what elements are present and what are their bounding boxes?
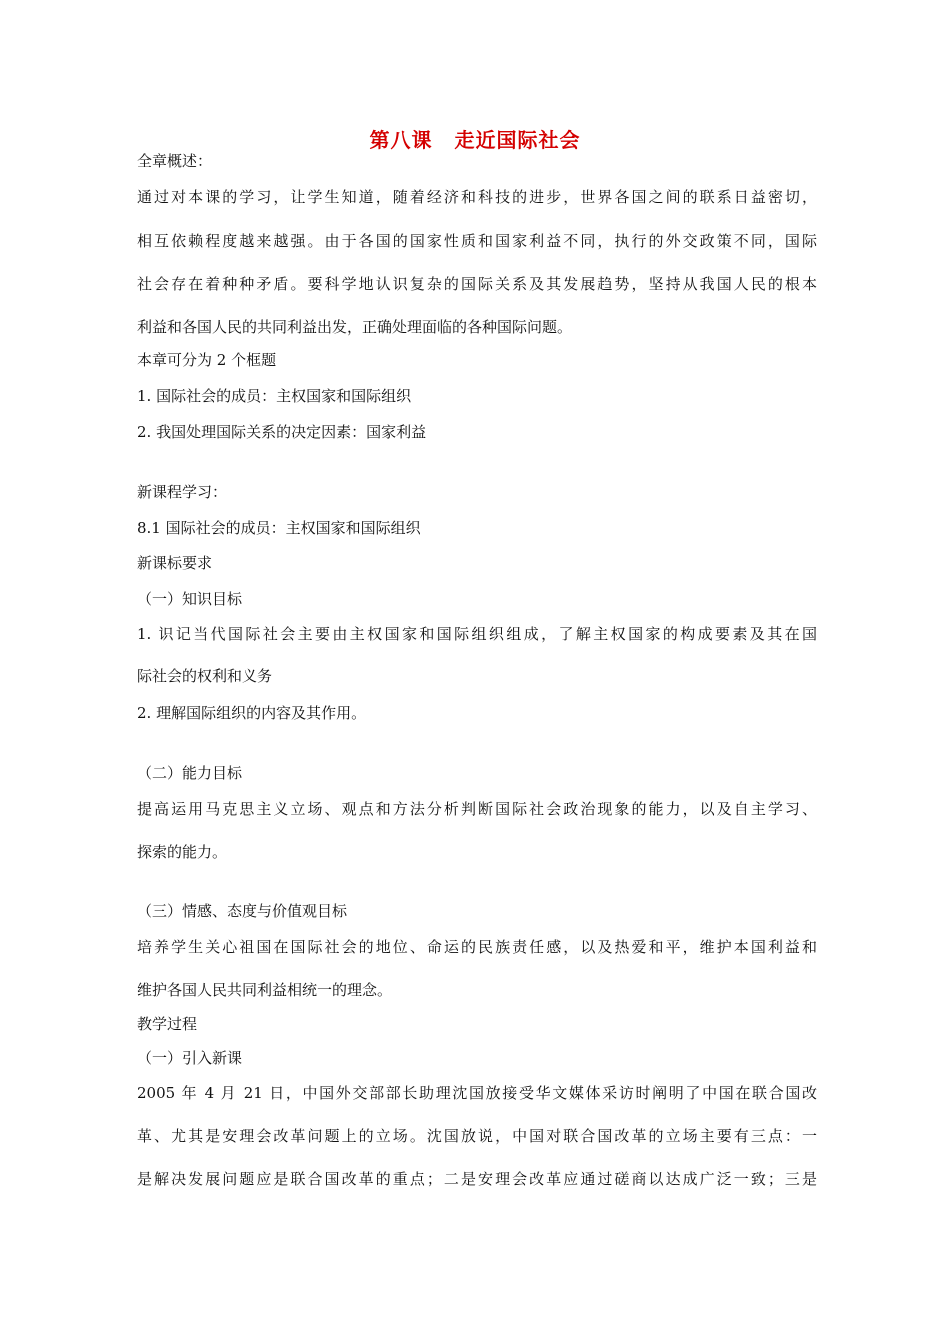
subheading-knowledge: （一）知识目标 [137, 590, 243, 608]
list-item: 1. 识记当代国际社会主要由主权国家和国际组织组成，了解主权国家的构成要素及其在国 [137, 625, 817, 643]
paragraph-line: 社会存在着种种矛盾。要科学地认识复杂的国际关系及其发展趋势，坚持从我国人民的根本 [137, 275, 817, 293]
paragraph-line: 探索的能力。 [137, 843, 228, 861]
subheading-values: （三）情感、态度与价值观目标 [137, 902, 348, 920]
paragraph-line: 利益和各国人民的共同利益出发，正确处理面临的各种国际问题。 [137, 318, 573, 336]
list-item: 2. 理解国际组织的内容及其作用。 [137, 704, 367, 722]
section-heading-new-course: 新课程学习： [137, 483, 228, 501]
paragraph-line: 培养学生关心祖国在国际社会的地位、命运的民族责任感，以及热爱和平，维护本国利益和 [137, 938, 817, 956]
subsection-title: 8.1 国际社会的成员：主权国家和国际组织 [137, 519, 421, 537]
list-item: 1. 国际社会的成员：主权国家和国际组织 [137, 387, 412, 405]
section-heading-process: 教学过程 [137, 1015, 198, 1033]
section-heading-overview: 全章概述： [137, 152, 213, 170]
paragraph-line: 是解决发展问题应是联合国改革的重点；二是安理会改革应通过磋商以达成广泛一致；三是 [137, 1170, 817, 1188]
list-item-continuation: 际社会的权利和义务 [137, 667, 273, 685]
paragraph-line: 革、尤其是安理会改革问题上的立场。沈国放说，中国对联合国改革的立场主要有三点：一 [137, 1127, 817, 1145]
section-heading: 新课标要求 [137, 554, 213, 572]
subheading-intro: （一）引入新课 [137, 1049, 243, 1067]
title-lesson: 第八课 [369, 128, 433, 152]
title-topic: 走近国际社会 [454, 128, 581, 152]
paragraph-line: 通过对本课的学习，让学生知道，随着经济和科技的进步，世界各国之间的联系日益密切， [137, 188, 817, 206]
page-title [0, 124, 950, 153]
subheading-ability: （二）能力目标 [137, 764, 243, 782]
paragraph-line: 提高运用马克思主义立场、观点和方法分析判断国际社会政治现象的能力，以及自主学习、 [137, 800, 817, 818]
paragraph-line: 2005 年 4 月 21 日，中国外交部部长助理沈国放接受华文媒体采访时阐明了中国在联合国改 [137, 1084, 817, 1102]
list-item: 2. 我国处理国际关系的决定因素：国家利益 [137, 423, 427, 441]
paragraph-line: 维护各国人民共同利益相统一的理念。 [137, 981, 393, 999]
paragraph-line: 相互依赖程度越来越强。由于各国的国家性质和国家利益不同，执行的外交政策不同，国际 [137, 232, 817, 250]
section-heading: 本章可分为 2 个框题 [137, 351, 277, 369]
